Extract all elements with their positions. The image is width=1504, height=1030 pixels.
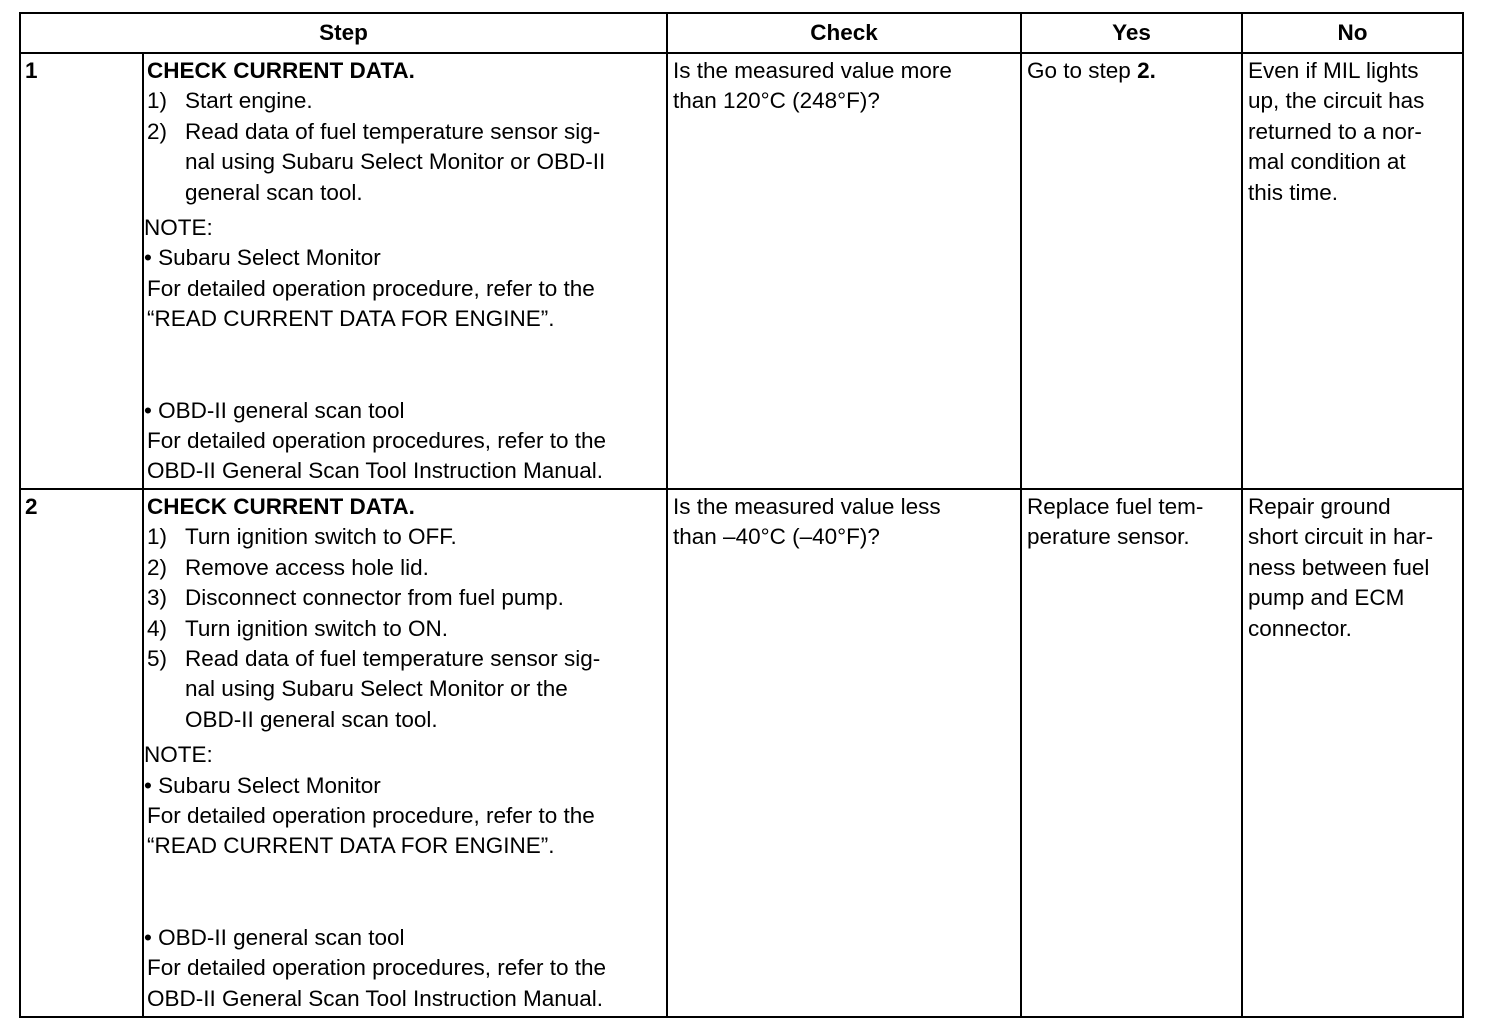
- step-title: CHECK CURRENT DATA.: [147, 58, 415, 83]
- list-item: 2) Read data of fuel temperature sensor sig- nal using Subaru Select Monitor or OBD-II general scan tool.: [147, 118, 606, 205]
- note-text: OBD-II General Scan Tool Instruction Manual.: [147, 985, 604, 1011]
- note-bullet: • OBD-II general scan tool: [144, 924, 405, 950]
- list-item: 1) Turn ignition switch to OFF.: [147, 524, 457, 550]
- yes-cell: Go to step 2.: [1021, 53, 1242, 489]
- note-text: For detailed operation procedures, refer to the: [147, 428, 607, 454]
- step-content: [143, 53, 667, 489]
- list-item: 5) Read data of fuel temperature sensor sig- nal using Subaru Select Monitor or the OBD-II general scan tool.: [147, 646, 601, 732]
- check-cell: Is the measured value less than –40°C (–40°F)?: [667, 489, 1021, 1017]
- step-title: CHECK CURRENT DATA.: [147, 494, 415, 519]
- note-bullet: • OBD-II general scan tool: [144, 397, 405, 423]
- note-text: “READ CURRENT DATA FOR ENGINE”.: [147, 833, 555, 859]
- note-label: NOTE:: [144, 742, 213, 768]
- step-content: [143, 489, 667, 1017]
- diagnostic-table: [19, 12, 1464, 1018]
- header-row: [20, 13, 1463, 53]
- list-item: 3) Disconnect connector from fuel pump.: [147, 585, 564, 611]
- note-text: For detailed operation procedures, refer to the: [147, 955, 607, 981]
- note-text: For detailed operation procedure, refer to the: [147, 275, 595, 301]
- substep-list: [144, 86, 662, 208]
- note-text: OBD-II General Scan Tool Instruction Manual.: [147, 458, 604, 484]
- list-item: 1) Start engine.: [147, 88, 313, 114]
- substep-list: [144, 522, 662, 735]
- header-yes: Yes: [1021, 13, 1242, 53]
- note-text: For detailed operation procedure, refer to the: [147, 803, 595, 829]
- note-label: NOTE:: [144, 215, 213, 241]
- header-no: No: [1242, 13, 1463, 53]
- table-row: [20, 489, 1463, 1017]
- note-bullet: • Subaru Select Monitor: [144, 245, 381, 271]
- list-item: 2) Remove access hole lid.: [147, 554, 429, 580]
- note-text: “READ CURRENT DATA FOR ENGINE”.: [147, 306, 555, 332]
- step-number: 1: [20, 53, 143, 489]
- no-cell: Repair ground short circuit in har- ness between fuel pump and ECM connector.: [1242, 489, 1463, 1017]
- list-item: 4) Turn ignition switch to ON.: [147, 615, 449, 641]
- table-row: [20, 53, 1463, 489]
- yes-cell: Replace fuel tem- perature sensor.: [1021, 489, 1242, 1017]
- check-cell: Is the measured value more than 120°C (248°F)?: [667, 53, 1021, 489]
- step-reference: 2.: [1137, 58, 1156, 83]
- header-check: Check: [667, 13, 1021, 53]
- note-bullet: • Subaru Select Monitor: [144, 772, 381, 798]
- step-number: 2: [20, 489, 143, 1017]
- no-cell: Even if MIL lights up, the circuit has returned to a nor- mal condition at this time.: [1242, 53, 1463, 489]
- header-step: Step: [20, 13, 667, 53]
